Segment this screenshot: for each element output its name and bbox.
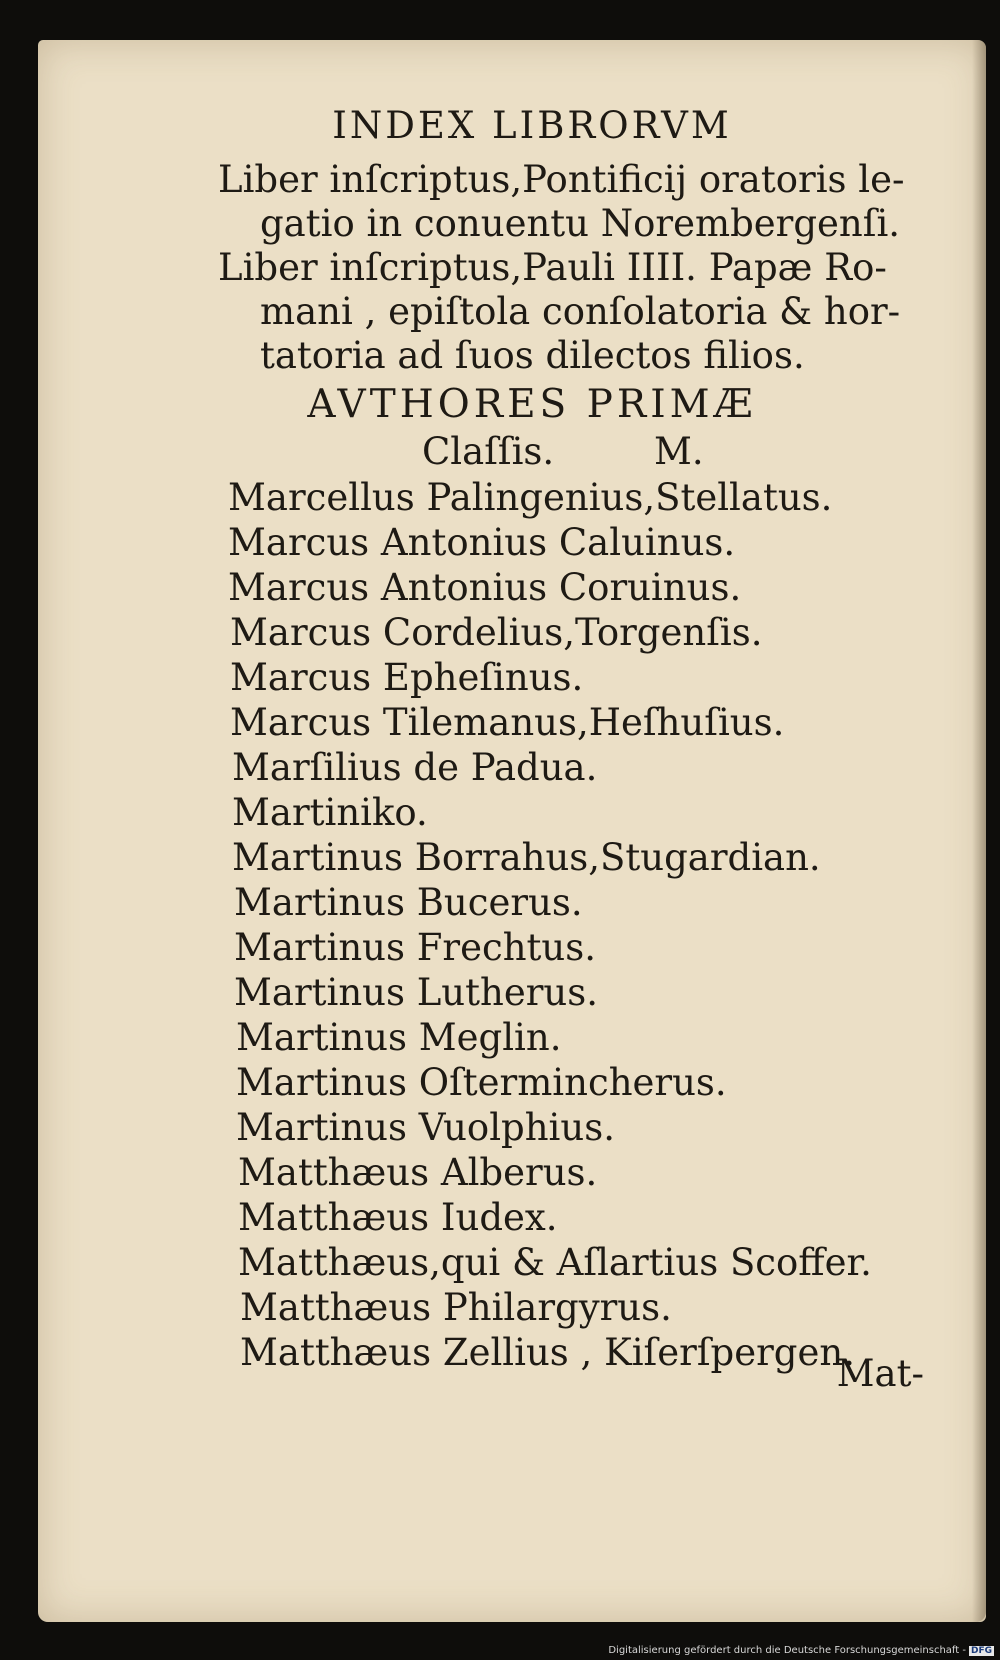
author-entry: Martinus Frechtus. bbox=[234, 926, 596, 969]
author-entry: Marcus Cordelius,Torgenſis. bbox=[230, 611, 763, 654]
dfg-logo: DFG bbox=[970, 1646, 992, 1656]
author-entry: Marcus Epheſinus. bbox=[230, 656, 584, 699]
intro-line: mani , epiſtola conſolatoria & hor- bbox=[260, 290, 901, 333]
section-class: Claſſis. bbox=[422, 430, 555, 473]
book-page bbox=[38, 40, 986, 1622]
author-entry: Marcus Antonius Caluinus. bbox=[228, 521, 736, 564]
author-entry: Matthæus Alberus. bbox=[238, 1151, 598, 1194]
author-entry: Martinus Borrahus,Stugardian. bbox=[232, 836, 821, 879]
author-entry: Marſilius de Padua. bbox=[232, 746, 598, 789]
author-entry: Martinus Lutherus. bbox=[234, 971, 599, 1014]
digitization-credit bbox=[608, 1645, 994, 1656]
author-entry: Martinus Vuolphius. bbox=[236, 1106, 615, 1149]
author-entry: Marcus Tilemanus,Heſhuſius. bbox=[230, 701, 785, 744]
author-entry: Matthæus,qui & Aſlartius Scoffer. bbox=[238, 1241, 872, 1284]
author-entry: Martiniko. bbox=[232, 791, 428, 834]
author-entry: Martinus Meglin. bbox=[236, 1016, 562, 1059]
author-entry: Matthæus Philargyrus. bbox=[240, 1286, 672, 1329]
catchword: Mat- bbox=[836, 1352, 924, 1395]
intro-line: gatio in conuentu Norembergenſi. bbox=[260, 202, 901, 245]
running-header: INDEX LIBRORVM bbox=[332, 104, 732, 147]
author-entry: Martinus Oſtermincherus. bbox=[236, 1061, 727, 1104]
author-entry: Marcus Antonius Coruinus. bbox=[228, 566, 742, 609]
page-text bbox=[38, 40, 986, 1622]
section-letter: M. bbox=[654, 430, 704, 473]
intro-line: Liber inſcriptus,Pontificij oratoris le- bbox=[218, 158, 905, 201]
author-entry: Martinus Bucerus. bbox=[234, 881, 583, 924]
credit-text: Digitalisierung gefördert durch die Deutsche Forschungsgemeinschaft - bbox=[608, 1645, 966, 1656]
author-entry: Matthæus Iudex. bbox=[238, 1196, 558, 1239]
section-title: AVTHORES PRIMÆ bbox=[307, 382, 757, 427]
author-entry: Matthæus Zellius , Kiſerſpergen. bbox=[240, 1331, 855, 1374]
author-entry: Marcellus Palingenius,Stellatus. bbox=[228, 476, 833, 519]
intro-line: tatoria ad ſuos dilectos filios. bbox=[260, 334, 805, 377]
intro-line: Liber inſcriptus,Pauli IIII. Papæ Ro- bbox=[218, 246, 887, 289]
